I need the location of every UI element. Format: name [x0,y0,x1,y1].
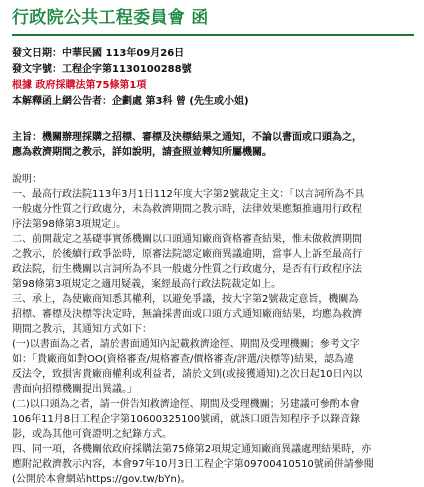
document-header [12,0,414,36]
text-line: 之教示，於後續行政爭訟時，原審法院認定廠商異議逾期，當事人上訴至最高行 [12,249,362,260]
description-item-3-1 [12,337,414,397]
text-line: 106年11月8日工程企字第10600325100號函，就該口頭告知程序予以錄音錄 [12,414,361,425]
text-line: 反法令，致損害貴廠商權利或利益者，請於文到(或接獲通知)之次日起10日內以 [12,369,363,380]
description-item-4 [12,442,414,487]
subject-line: 主旨：機關辦理採購之招標、審標及決標結果之通知，不論以書面或口頭為之， [12,132,362,143]
text-line: 三、承上，為使廠商知悉其權利，以避免爭議，按大字第2號裁定意旨，機關為 [12,294,359,305]
text-line: 影，或為其他可資證明之紀錄方式。 [12,429,172,440]
document-number: 發文字號：工程企字第1130100288號 [12,64,192,75]
announcer: 本解釋函上網公告者：企劃處 第3科 曾 (先生或小姐) [12,96,249,107]
description-item-1 [12,187,414,232]
description-item-3-2 [12,397,414,442]
text-line: 書面向招標機關提出異議。」 [12,384,137,395]
text-line: 四、同一項，各機關依政府採購法第75條第2項規定通知廠商異議處理結果時，亦 [12,444,372,455]
subject-section [12,130,414,160]
text-line: 第98條第3項規定之適用疑義，案經最高行政法院裁定如上。 [12,279,282,290]
text-line: 一般處分性質之行政處分，未為救濟期間之教示時，法律效果應類推適用行政程 [12,204,362,215]
document-meta [12,46,414,110]
description-item-3 [12,292,414,337]
subject-line: 應為救濟期間之教示，詳如說明，請查照並轉知所屬機關。 [12,147,272,158]
document-title: 行政院公共工程委員會 函 [12,8,209,28]
description-item-2 [12,232,414,292]
text-line: (一)以書面為之者，請於書面通知內記載救濟途徑、期間及受理機關；參考文字 [12,339,360,350]
text-line: (二)以口頭為之者，請一併告知救濟途徑、期間及受理機關；另建議可參酌本會 [12,399,360,410]
description-label: 說明： [12,174,42,185]
text-line: (公開於本會網站https://gov.tw/bYn)。 [12,474,191,485]
text-line: 招標、審標及決標等決定時，無論採書面或口頭方式通知廠商結果，均應為救濟 [12,309,362,320]
text-line: 一、最高行政法院113年3月1日112年度大字第2號裁定主文：「以言詞所為不具 [12,189,365,200]
text-line: 政法院，衍生機關以言詞所為不具一般處分性質之行政處分，是否有行政程序法 [12,264,362,275]
text-line: 應附記救濟教示內容，本會97年10月3日工程企字第09700410510號函併請參閱 [12,459,374,470]
text-line: 期間之教示，其通知方式如下： [12,324,152,335]
text-line: 如：「貴廠商如對OO(資格審查/規格審查/價格審查/評選/決標等)結果，認為違 [12,354,355,365]
issue-date: 發文日期：中華民國 113年09月26日 [12,48,185,59]
text-line: 序法第98條第3項規定」。 [12,219,127,230]
legal-basis: 根據 政府採購法第75條第1項 [12,80,147,91]
text-line: 二、前開裁定之基礎事實係機關以口頭通知廠商資格審查結果，惟未做救濟期間 [12,234,362,245]
